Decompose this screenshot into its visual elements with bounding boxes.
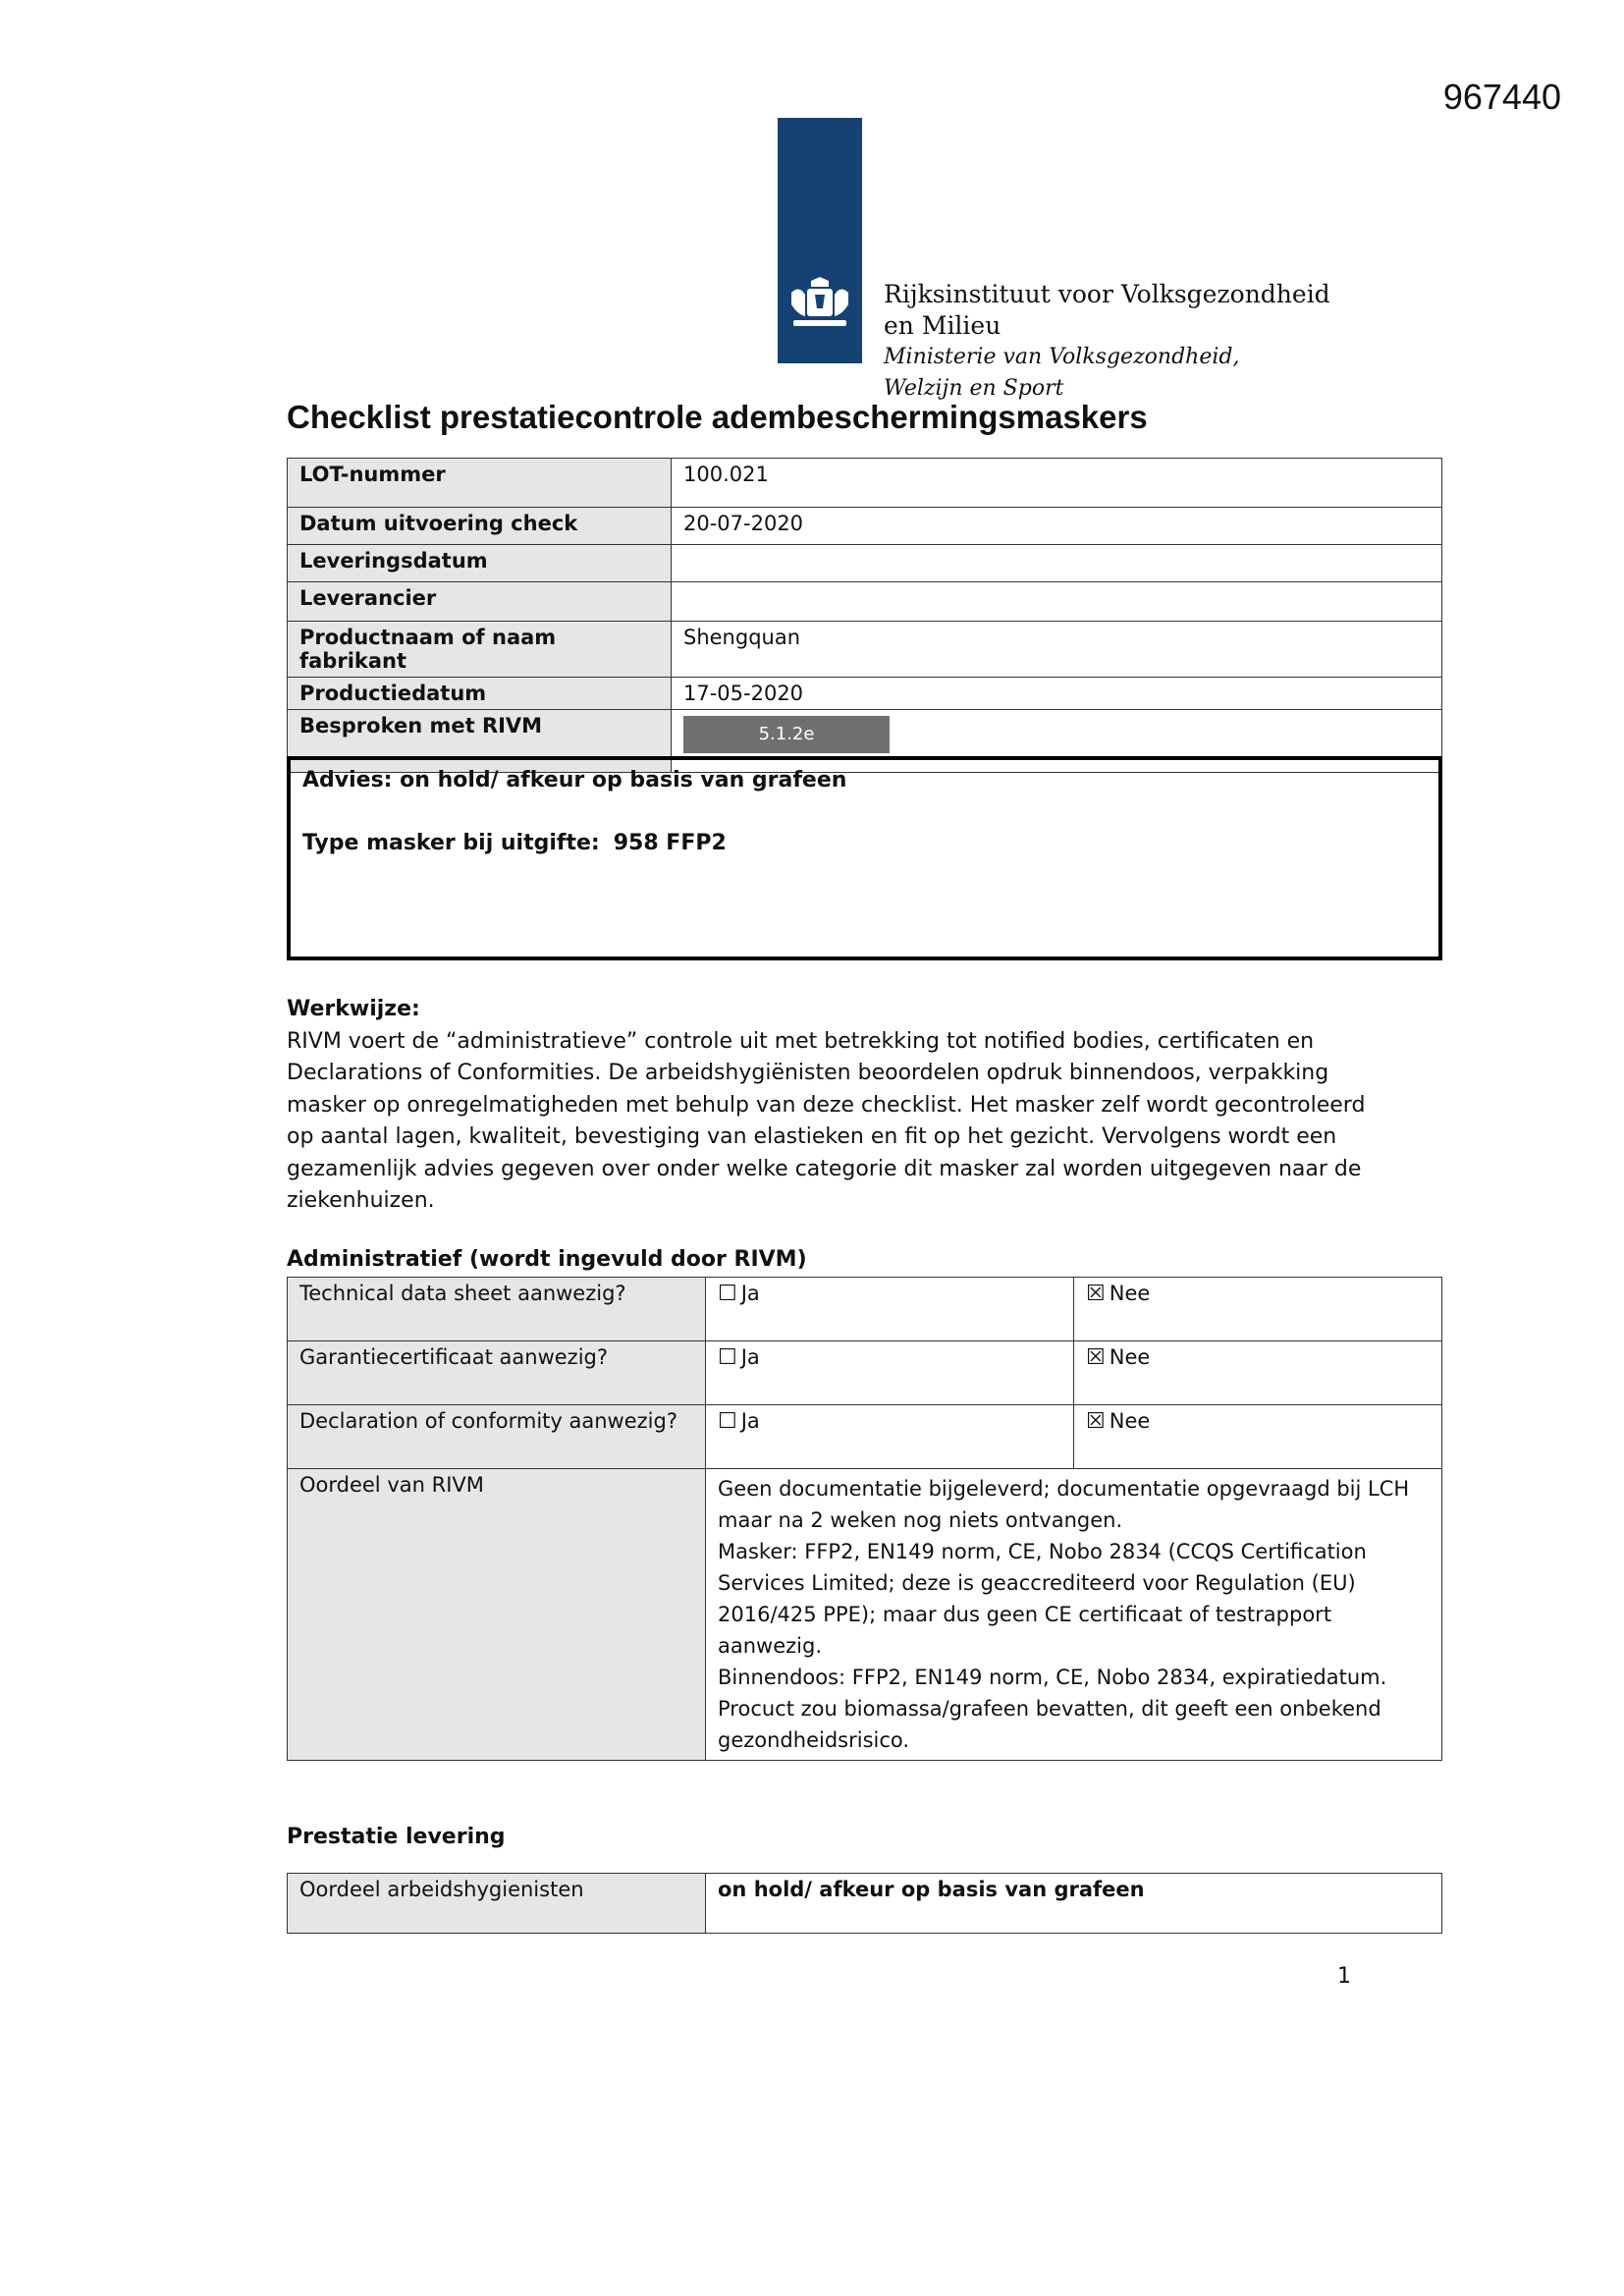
option-label: Nee xyxy=(1109,1282,1151,1305)
prestatie-table xyxy=(287,1873,1442,1934)
document-title: Checklist prestatiecontrole adembeschermingsmaskers xyxy=(287,399,1148,435)
cell-value: Shengquan xyxy=(672,622,1442,678)
checkbox-checked-icon[interactable]: ☒ xyxy=(1086,1409,1106,1434)
prestatie-heading: Prestatie levering xyxy=(287,1825,506,1849)
ministry-line-2: Welzijn en Sport xyxy=(884,376,1064,401)
redaction-box: 5.1.2e xyxy=(683,716,890,753)
nee-option[interactable] xyxy=(1074,1405,1442,1469)
coat-of-arms-icon xyxy=(785,275,854,338)
werkwijze-section xyxy=(287,994,1386,1218)
administratief-table xyxy=(287,1277,1442,1761)
page-number: 1 xyxy=(1337,1964,1351,1989)
paragraph-line: op aantal lagen, kwaliteit, bevestiging van elastieken en fit op het gezicht. Vervolgens wordt een xyxy=(287,1124,1337,1149)
nee-option[interactable] xyxy=(1074,1278,1442,1341)
oordeel-line: aanwezig. xyxy=(718,1634,823,1658)
option-label: Ja xyxy=(740,1282,760,1305)
ministry-line-1: Ministerie van Volksgezondheid, xyxy=(884,345,1240,369)
info-table xyxy=(287,458,1442,773)
organisation-name xyxy=(884,279,1330,405)
type-masker-value: 958 FFP2 xyxy=(613,831,727,855)
option-label: Nee xyxy=(1109,1345,1151,1369)
cell-label: Leveringsdatum xyxy=(288,545,672,582)
oordeel-line: Procuct zou biomassa/grafeen bevatten, dit geeft een onbekend xyxy=(718,1697,1381,1721)
paragraph-line: ziekenhuizen. xyxy=(287,1188,435,1213)
cell-value: on hold/ afkeur op basis van grafeen xyxy=(706,1874,1442,1934)
nee-option[interactable] xyxy=(1074,1341,1442,1405)
table-row xyxy=(288,1874,1442,1934)
checkbox-empty-icon[interactable]: ☐ xyxy=(718,1282,737,1306)
rijksoverheid-logo xyxy=(778,118,862,363)
option-label: Ja xyxy=(740,1409,760,1433)
cell-label: Garantiecertificaat aanwezig? xyxy=(288,1341,706,1405)
checkbox-empty-icon[interactable]: ☐ xyxy=(718,1409,737,1434)
cell-label: Productnaam of naam fabrikant xyxy=(288,622,672,678)
oordeel-line: maar na 2 weken nog niets ontvangen. xyxy=(718,1508,1123,1532)
org-line-1: Rijksinstituut voor Volksgezondheid xyxy=(884,280,1330,308)
table-row xyxy=(288,545,1442,582)
oordeel-label: Oordeel van RIVM xyxy=(288,1469,706,1761)
table-row xyxy=(288,678,1442,710)
table-row xyxy=(288,1405,1442,1469)
ja-option[interactable] xyxy=(706,1405,1074,1469)
cell-value: 20-07-2020 xyxy=(672,508,1442,545)
cell-value: 17-05-2020 xyxy=(672,678,1442,710)
ja-option[interactable] xyxy=(706,1341,1074,1405)
paragraph-line: masker op onregelmatigheden met behulp van deze checklist. Het masker zelf wordt gecontroleerd xyxy=(287,1092,1366,1118)
oordeel-line: Masker: FFP2, EN149 norm, CE, Nobo 2834 (CCQS Certification xyxy=(718,1540,1367,1563)
cell-label: Leverancier xyxy=(288,582,672,622)
table-row xyxy=(288,1341,1442,1405)
table-row xyxy=(288,1469,1442,1761)
cell-label: Productiedatum xyxy=(288,678,672,710)
oordeel-line: 2016/425 PPE); maar dus geen CE certificaat of testrapport xyxy=(718,1603,1332,1626)
table-row xyxy=(288,1278,1442,1341)
option-label: Ja xyxy=(740,1345,760,1369)
werkwijze-heading: Werkwijze: xyxy=(287,997,420,1021)
oordeel-line: gezondheidsrisico. xyxy=(718,1728,910,1752)
cell-label: Oordeel arbeidshygienisten xyxy=(288,1874,706,1934)
table-row xyxy=(288,508,1442,545)
administratief-heading: Administratief (wordt ingevuld door RIVM) xyxy=(287,1247,807,1272)
table-row xyxy=(288,622,1442,678)
checkbox-checked-icon[interactable]: ☒ xyxy=(1086,1345,1106,1370)
oordeel-text xyxy=(706,1469,1442,1761)
cell-label: Datum uitvoering check xyxy=(288,508,672,545)
cell-label: Declaration of conformity aanwezig? xyxy=(288,1405,706,1469)
advies-text: Advies: on hold/ afkeur op basis van grafeen xyxy=(302,768,847,793)
option-label: Nee xyxy=(1109,1409,1151,1433)
ja-option[interactable] xyxy=(706,1278,1074,1341)
paragraph-line: RIVM voert de “administratieve” controle uit met betrekking tot notified bodies, certificaten en xyxy=(287,1028,1315,1054)
cell-value: 100.021 xyxy=(672,459,1442,508)
oordeel-line: Geen documentatie bijgeleverd; documentatie opgevraagd bij LCH xyxy=(718,1477,1410,1501)
oordeel-line: Binnendoos: FFP2, EN149 norm, CE, Nobo 2834, expiratiedatum. xyxy=(718,1666,1387,1689)
document-number: 967440 xyxy=(1442,77,1561,117)
table-row xyxy=(288,459,1442,508)
cell-label: LOT-nummer xyxy=(288,459,672,508)
type-masker-label: Type masker bij uitgifte: xyxy=(302,831,600,855)
cell-label: Besproken met RIVM xyxy=(288,710,672,773)
paragraph-line: gezamenlijk advies gegeven over onder welke categorie dit masker zal worden uitgegeven naar de xyxy=(287,1156,1362,1181)
checkbox-empty-icon[interactable]: ☐ xyxy=(718,1345,737,1370)
org-line-2: en Milieu xyxy=(884,311,1001,340)
advies-box xyxy=(287,756,1442,960)
paragraph-line: Declarations of Conformities. De arbeidshygiënisten beoordelen opdruk binnendoos, verpakking xyxy=(287,1061,1329,1085)
table-row xyxy=(288,582,1442,622)
cell-value xyxy=(672,582,1442,622)
cell-label: Technical data sheet aanwezig? xyxy=(288,1278,706,1341)
checkbox-checked-icon[interactable]: ☒ xyxy=(1086,1282,1106,1306)
cell-value xyxy=(672,545,1442,582)
oordeel-line: Services Limited; deze is geaccrediteerd voor Regulation (EU) xyxy=(718,1571,1356,1595)
type-masker xyxy=(302,831,727,855)
